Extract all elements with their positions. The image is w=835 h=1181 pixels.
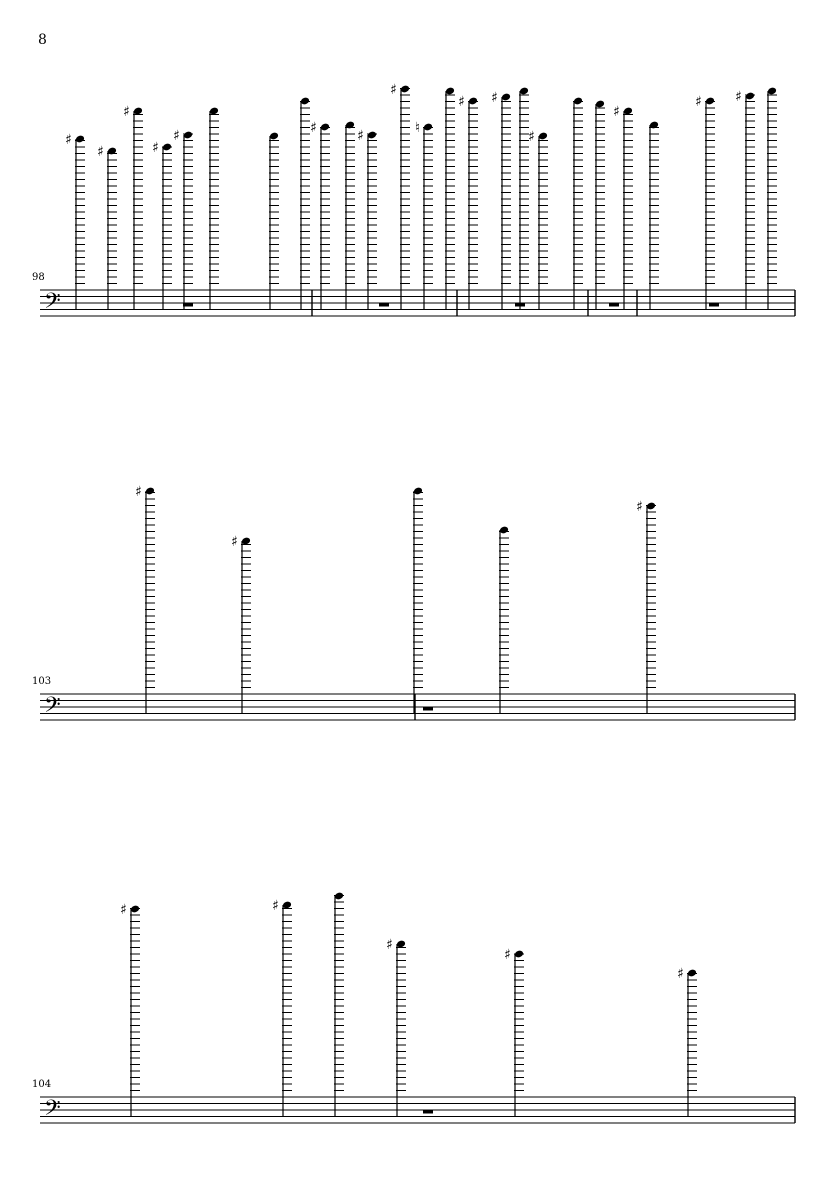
sharp-icon: ♯ bbox=[65, 132, 72, 148]
sharp-icon: ♯ bbox=[310, 120, 317, 136]
bass-clef-icon: 𝄢 bbox=[44, 1096, 61, 1126]
sharp-icon: ♯ bbox=[173, 128, 180, 144]
sharp-icon: ♯ bbox=[123, 104, 130, 120]
measure-number-system-2: 103 bbox=[32, 676, 52, 687]
sharp-icon: ♯ bbox=[504, 947, 511, 963]
sharp-icon: ♯ bbox=[636, 499, 643, 515]
sharp-icon: ♯ bbox=[135, 484, 142, 500]
whole-rest-icon bbox=[609, 303, 619, 307]
measure-number-system-1: 98 bbox=[32, 272, 45, 283]
sharp-icon: ♯ bbox=[97, 144, 104, 160]
sharp-icon: ♯ bbox=[735, 89, 742, 105]
sharp-icon: ♯ bbox=[613, 104, 620, 120]
sharp-icon: ♯ bbox=[386, 937, 393, 953]
sharp-icon: ♯ bbox=[120, 902, 127, 918]
sharp-icon: ♯ bbox=[390, 82, 397, 98]
sharp-icon: ♯ bbox=[458, 94, 465, 110]
whole-rest-icon bbox=[379, 303, 389, 307]
whole-rest-icon bbox=[423, 707, 433, 711]
sharp-icon: ♯ bbox=[272, 898, 279, 914]
bass-clef-icon: 𝄢 bbox=[44, 289, 61, 319]
bass-clef-icon: 𝄢 bbox=[44, 693, 61, 723]
natural-icon: ♮ bbox=[415, 120, 421, 136]
sharp-icon: ♯ bbox=[677, 966, 684, 982]
sharp-icon: ♯ bbox=[491, 90, 498, 106]
whole-rest-icon bbox=[423, 1110, 433, 1114]
sharp-icon: ♯ bbox=[152, 140, 159, 156]
page-number: 8 bbox=[38, 32, 47, 48]
sharp-icon: ♯ bbox=[695, 94, 702, 110]
sharp-icon: ♯ bbox=[231, 534, 238, 550]
measure-number-system-3: 104 bbox=[32, 1079, 52, 1090]
sharp-icon: ♯ bbox=[528, 129, 535, 145]
whole-rest-icon bbox=[709, 303, 719, 307]
sharp-icon: ♯ bbox=[357, 128, 364, 144]
